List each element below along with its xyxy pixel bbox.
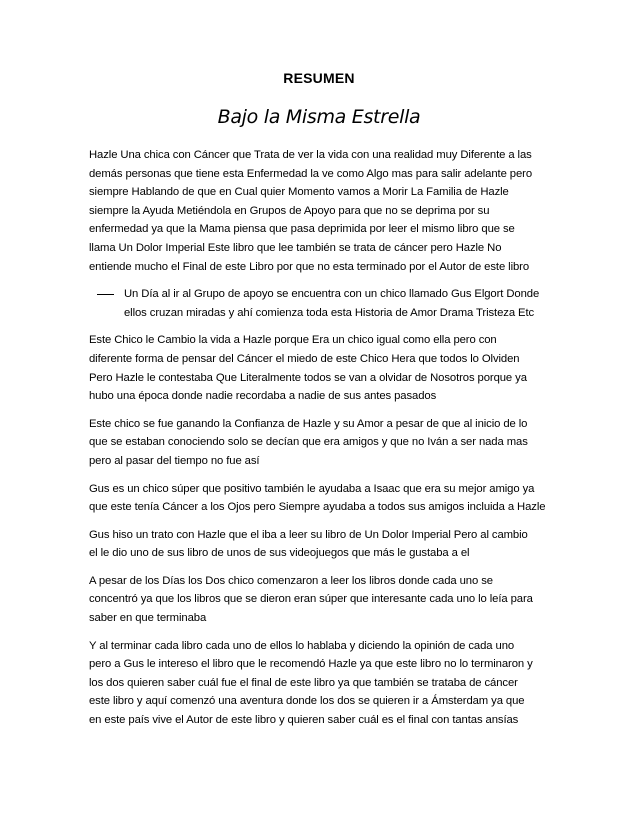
text-line: Gus es un chico súper que positivo también le ayudaba a Isaac que era su mejor amigo ya (89, 482, 535, 495)
paragraph-6 (89, 526, 555, 563)
text-line: los dos quieren saber cuál fue el final de este libro ya que también se trataba de cáncer (89, 676, 518, 689)
text-line: Un Día al ir al Grupo de apoyo se encuentra con un chico llamado Gus Elgort Donde (124, 288, 540, 301)
text-line: que este tenía Cáncer a los Ojos pero Siempre ayudaba a todos sus amigos incluida a Hazle (89, 501, 546, 514)
paragraph-3 (89, 331, 555, 405)
text-line: llama Un Dolor Imperial Este libro que lee también se trata de cáncer pero Hazle No (89, 241, 502, 254)
text-line: este libro y aquí comenzó una aventura donde los dos se quieren ir a Ámsterdam ya que (89, 695, 525, 708)
text-line: saber en que terminaba (89, 612, 207, 625)
text-line: Gus hiso un trato con Hazle que el iba a leer su libro de Un Dolor Imperial Pero al cambio (89, 528, 528, 541)
text-line: Pero Hazle le contestaba Que Literalmente todos se van a olvidar de Nosotros porque ya (89, 371, 527, 384)
text-line: hubo una época donde nadie recordaba a nadie de sus antes pasados (89, 390, 437, 403)
text-line: siempre la Ayuda Metiéndola en Grupos de Apoyo para que no se deprima por su (89, 204, 490, 217)
text-line: en este país vive el Autor de este libro y quieren saber cuál es el final con tantas ansías (89, 714, 519, 727)
dash-bullet-icon (97, 285, 115, 303)
text-line: el le dio uno de sus libro de unos de sus videojuegos que más le gustaba a el (89, 547, 470, 560)
paragraph-5 (89, 480, 555, 517)
text-line: Y al terminar cada libro cada uno de ellos lo hablaba y diciendo la opinión de cada uno (89, 639, 515, 652)
heading: RESUMEN (283, 70, 355, 86)
document-title: Bajo la Misma Estrella (217, 106, 421, 128)
text-line: A pesar de los Días los Dos chico comenzaron a leer los libros donde cada uno se (89, 574, 493, 587)
text-line: concentró ya que los libros que se dieron eran súper que interesante cada uno lo leía para (89, 593, 533, 606)
text-line: enfermedad ya que la Mama piensa que pasa deprimida por leer el mismo libro que se (89, 223, 515, 236)
bullet-paragraph (89, 285, 555, 322)
document-body (89, 146, 555, 739)
text-line: demás personas que tiene esta Enfermedad la ve como Algo mas para salir adelante pero (89, 167, 533, 180)
text-line: que se estaban conociendo solo se decían que era amigos y que no Iván a ser nada mas (89, 436, 528, 449)
paragraph-7 (89, 572, 555, 628)
text-line: ellos cruzan miradas y ahí comienza toda esta Historia de Amor Drama Tristeza Etc (124, 306, 535, 319)
text-line: Este chico se fue ganando la Confianza de Hazle y su Amor a pesar de que al inicio de lo (89, 417, 528, 430)
paragraph-8 (89, 637, 555, 730)
text-line: pero a Gus le intereso el libro que le recomendó Hazle ya que este libro no lo terminaron y (89, 658, 533, 671)
text-line: siempre Hablando de que en Cual quier Momento vamos a Morir La Familia de Hazle (89, 186, 509, 199)
text-line: Este Chico le Cambio la vida a Hazle porque Era un chico igual como ella pero con (89, 334, 497, 347)
text-line: entiende mucho el Final de este Libro por que no esta terminado por el Autor de este libro (89, 260, 530, 273)
text-line: Hazle Una chica con Cáncer que Trata de ver la vida con una realidad muy Diferente a las (89, 149, 532, 161)
paragraph-1 (89, 146, 555, 276)
paragraph-4 (89, 415, 555, 471)
text-line: diferente forma de pensar del Cáncer el miedo de este Chico Hera que todos lo Olviden (89, 352, 520, 365)
text-line: pero al pasar del tiempo no fue así (89, 454, 260, 467)
